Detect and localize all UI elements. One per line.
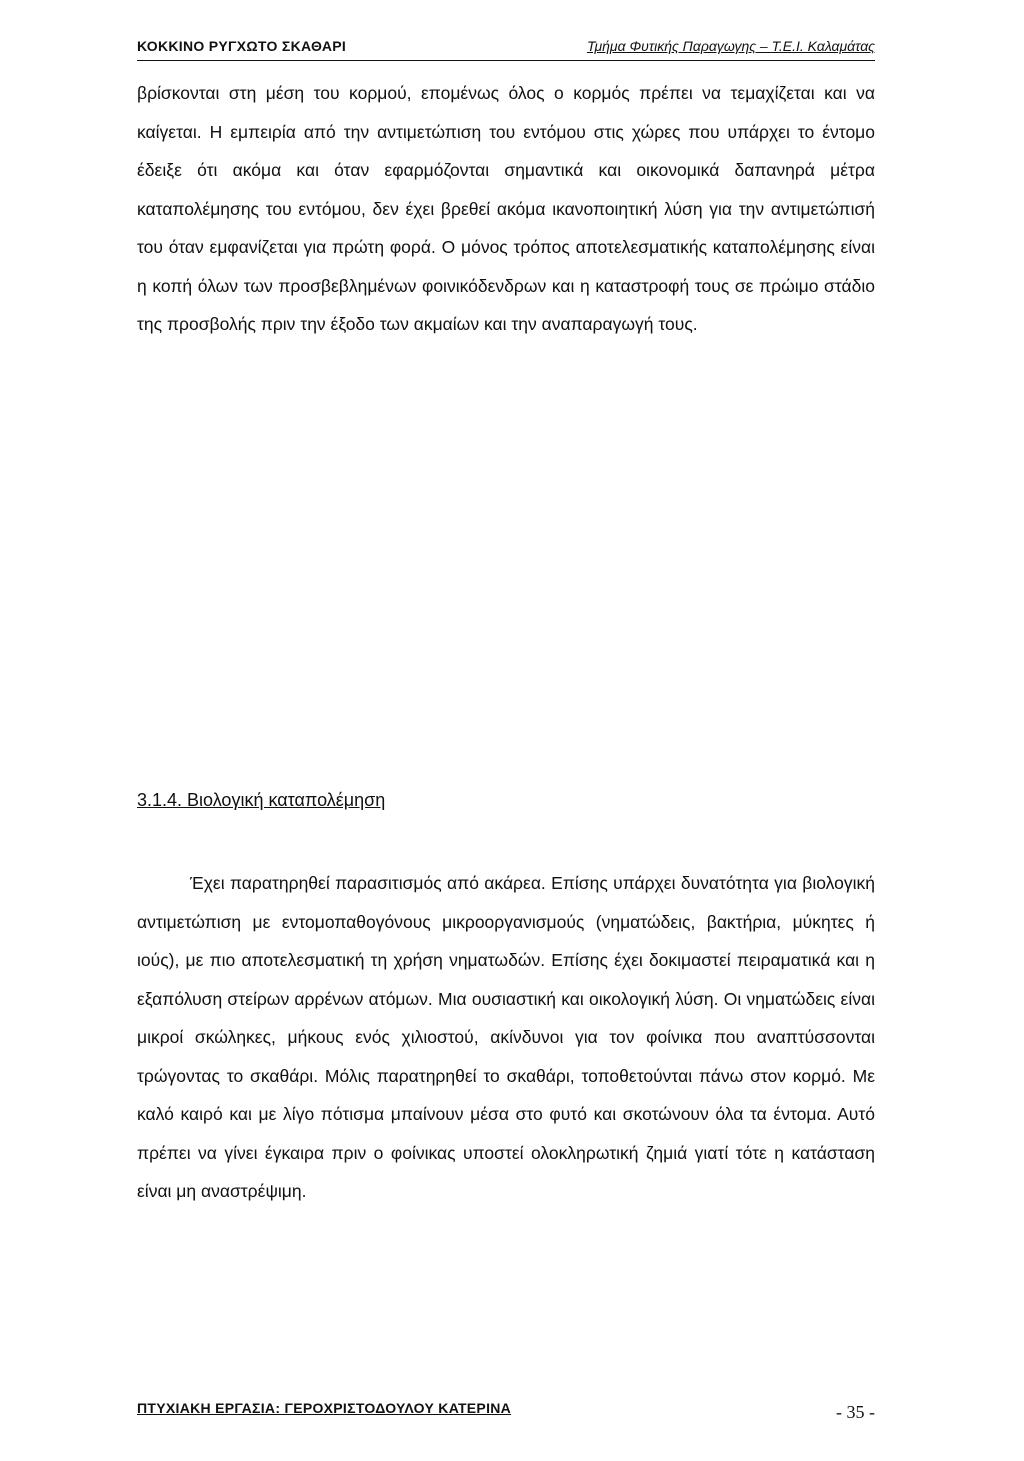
body-paragraph-1: βρίσκονται στη μέση του κορμού, επομένως όλος ο κορμός πρέπει να τεμαχίζεται και να καίγεται. Η εμπειρία από την αντιμετώπιση του εντόμου στις χώρες που υπάρχει το έντομο έδειξε ότι ακόμα και όταν εφαρμόζονται σημαντικά και οικονομικά δαπανηρά μέτρα καταπολέμησης του εντόμου, δεν έχει βρεθεί ακόμα ικανοποιητική λύση για την αντιμετώπισή του όταν εμφανίζεται για πρώτη φορά. Ο μόνος τρόπος αποτελεσματικής καταπολέμησης είναι η κοπή όλων των προσβεβλημένων φοινικόδενδρων και η καταστροφή τους σε πρώιμο στάδιο της προσβολής πριν την έξοδο των ακμαίων και την αναπαραγωγή τους. — [137, 83, 875, 334]
section-heading: 3.1.4. Βιολογική καταπολέμηση — [137, 790, 386, 810]
header-department: Τμήμα Φυτικής Παραγωγης – Τ.Ε.Ι. Καλαμάτας — [586, 38, 875, 54]
footer-author: ΠΤΥΧΙΑΚΗ ΕΡΓΑΣΙΑ: ΓΕΡΟΧΡΙΣΤΟΔΟΥΛΟΥ ΚΑΤΕΡΙΝΑ — [137, 1400, 512, 1416]
header-document-title: ΚΟΚΚΙΝΟ ΡΥΓΧΩΤΟ ΣΚΑΘΑΡΙ — [137, 38, 347, 54]
page-number: - 35 - — [836, 1402, 875, 1422]
page-footer — [137, 1400, 875, 1424]
page-header — [137, 38, 875, 61]
body-paragraph-2: Έχει παρατηρηθεί παρασιτισμός από ακάρεα. Επίσης υπάρχει δυνατότητα για βιολογική αντιμετώπιση με εντομοπαθογόνους μικροοργανισμούς (νηματώδεις, βακτήρια, μύκητες ή ιούς), με πιο αποτελεσματική τη χρήση νηματωδών. Επίσης έχει δοκιμαστεί πειραματικά και η εξαπόλυση στείρων αρρένων ατόμων. Μια ουσιαστική και οικολογική λύση. Οι νηματώδεις είναι μικροί σκώληκες, μήκους ενός χιλιοστού, ακίνδυνοι για τον φοίνικα που αναπτύσσονται τρώγοντας το σκαθάρι. Μόλις παρατηρηθεί το σκαθάρι, τοποθετούνται πάνω στον κορμό. Με καλό καιρό και με λίγο πότισμα μπαίνουν μέσα στο φυτό και σκοτώνουν όλα τα έντομα. Αυτό πρέπει να γίνει έγκαιρα πριν ο φοίνικας υποστεί ολοκληρωτική ζημιά γιατί τότε η κατάσταση είναι μη αναστρέψιμη. — [137, 873, 875, 1201]
